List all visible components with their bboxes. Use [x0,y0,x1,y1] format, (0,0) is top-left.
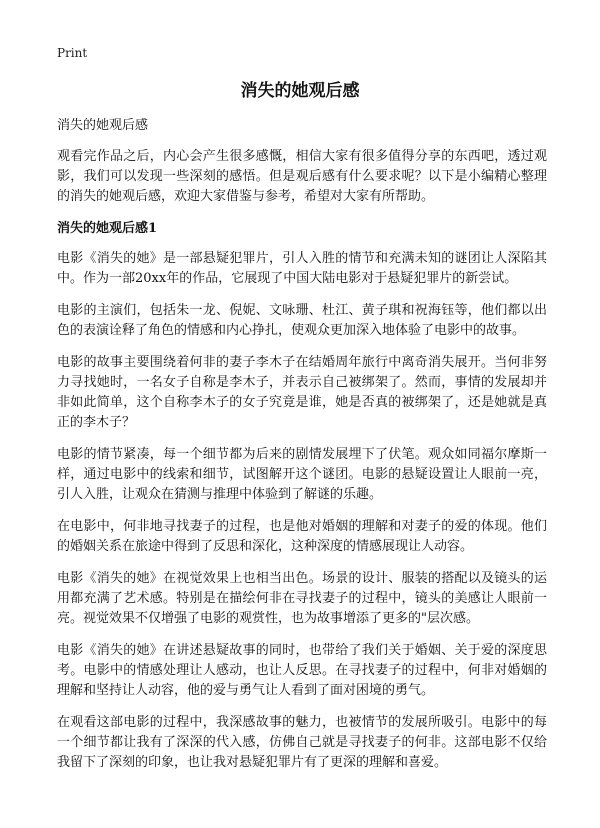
paragraph-7: 电影《消失的她》在讲述悬疑故事的同时，也带给了我们关于婚姻、关于爱的深度思考。电影中的情感处理让人感动，也让人反思。在寻找妻子的过程中，何非对婚姻的理解和坚持让人动容，他的爱与勇气让人看到了面对困境的勇气。 [57,643,547,698]
paragraph-3: 电影的故事主要围绕着何非的妻子李木子在结婚周年旅行中离奇消失展开。当何非努力寻找她时，一名女子自称是李木子，并表示自己被绑架了。然而，事情的发展却并非如此简单，这个自称李木子的女子究竟是谁，她是否真的被绑架了，还是她就是真正的李木子？ [57,355,547,430]
paragraph-1: 电影《消失的她》是一部悬疑犯罪片，引人入胜的情节和充满未知的谜团让人深陷其中。作为一部20xx年的作品，它展现了中国大陆电影对于悬疑犯罪片的新尝试。 [57,251,547,286]
paragraph-6: 电影《消失的她》在视觉效果上也相当出色。场景的设计、服装的搭配以及镜头的运用都充满了艺术感。特别是在描绘何非在寻找妻子的过程中，镜头的美感让人眼前一亮。视觉效果不仅增强了电影的观赏性，也为故事增添了更多的"层次感。 [57,571,547,626]
document-subtitle: 消失的她观后感 [57,118,149,133]
intro-paragraph: 观看完作品之后，内心会产生很多感慨，相信大家有很多值得分享的东西吧，透过观影，我们可以发现一些深刻的感悟。但是观后感有什么要求呢？以下是小编精心整理的消失的她观后感，欢迎大家借鉴与参考，希望对大家有所帮助。 [57,149,547,204]
paragraph-4: 电影的情节紧凑，每一个细节都为后来的剧情发展埋下了伏笔。观众如同福尔摩斯一样，通过电影中的线索和细节，试图解开这个谜团。电影的悬疑设置让人眼前一亮，引人入胜，让观众在猜测与推理中体验到了解谜的乐趣。 [57,447,547,502]
paragraph-2: 电影的主演们，包括朱一龙、倪妮、文咏珊、杜江、黄子琪和祝海钰等，他们都以出色的表演诠释了角色的情感和内心挣扎，使观众更加深入地体验了电影中的故事。 [57,303,547,338]
section-heading: 消失的她观后感1 [57,221,158,236]
document-body [57,117,547,785]
paragraph-5: 在电影中，何非地寻找妻子的过程，也是他对婚姻的理解和对妻子的爱的体现。他们的婚姻关系在旅途中得到了反思和深化，这种深度的情感展现让人动容。 [57,519,547,554]
page-title: 消失的她观后感 [240,81,360,101]
print-label: Print [57,46,88,60]
paragraph-8: 在观看这部电影的过程中，我深感故事的魅力，也被情节的发展所吸引。电影中的每一个细节都让我有了深深的代入感，仿佛自己就是寻找妻子的何非。这部电影不仅给我留下了深刻的印象，也让我对悬疑犯罪片有了更深的理解和喜爱。 [57,715,547,770]
